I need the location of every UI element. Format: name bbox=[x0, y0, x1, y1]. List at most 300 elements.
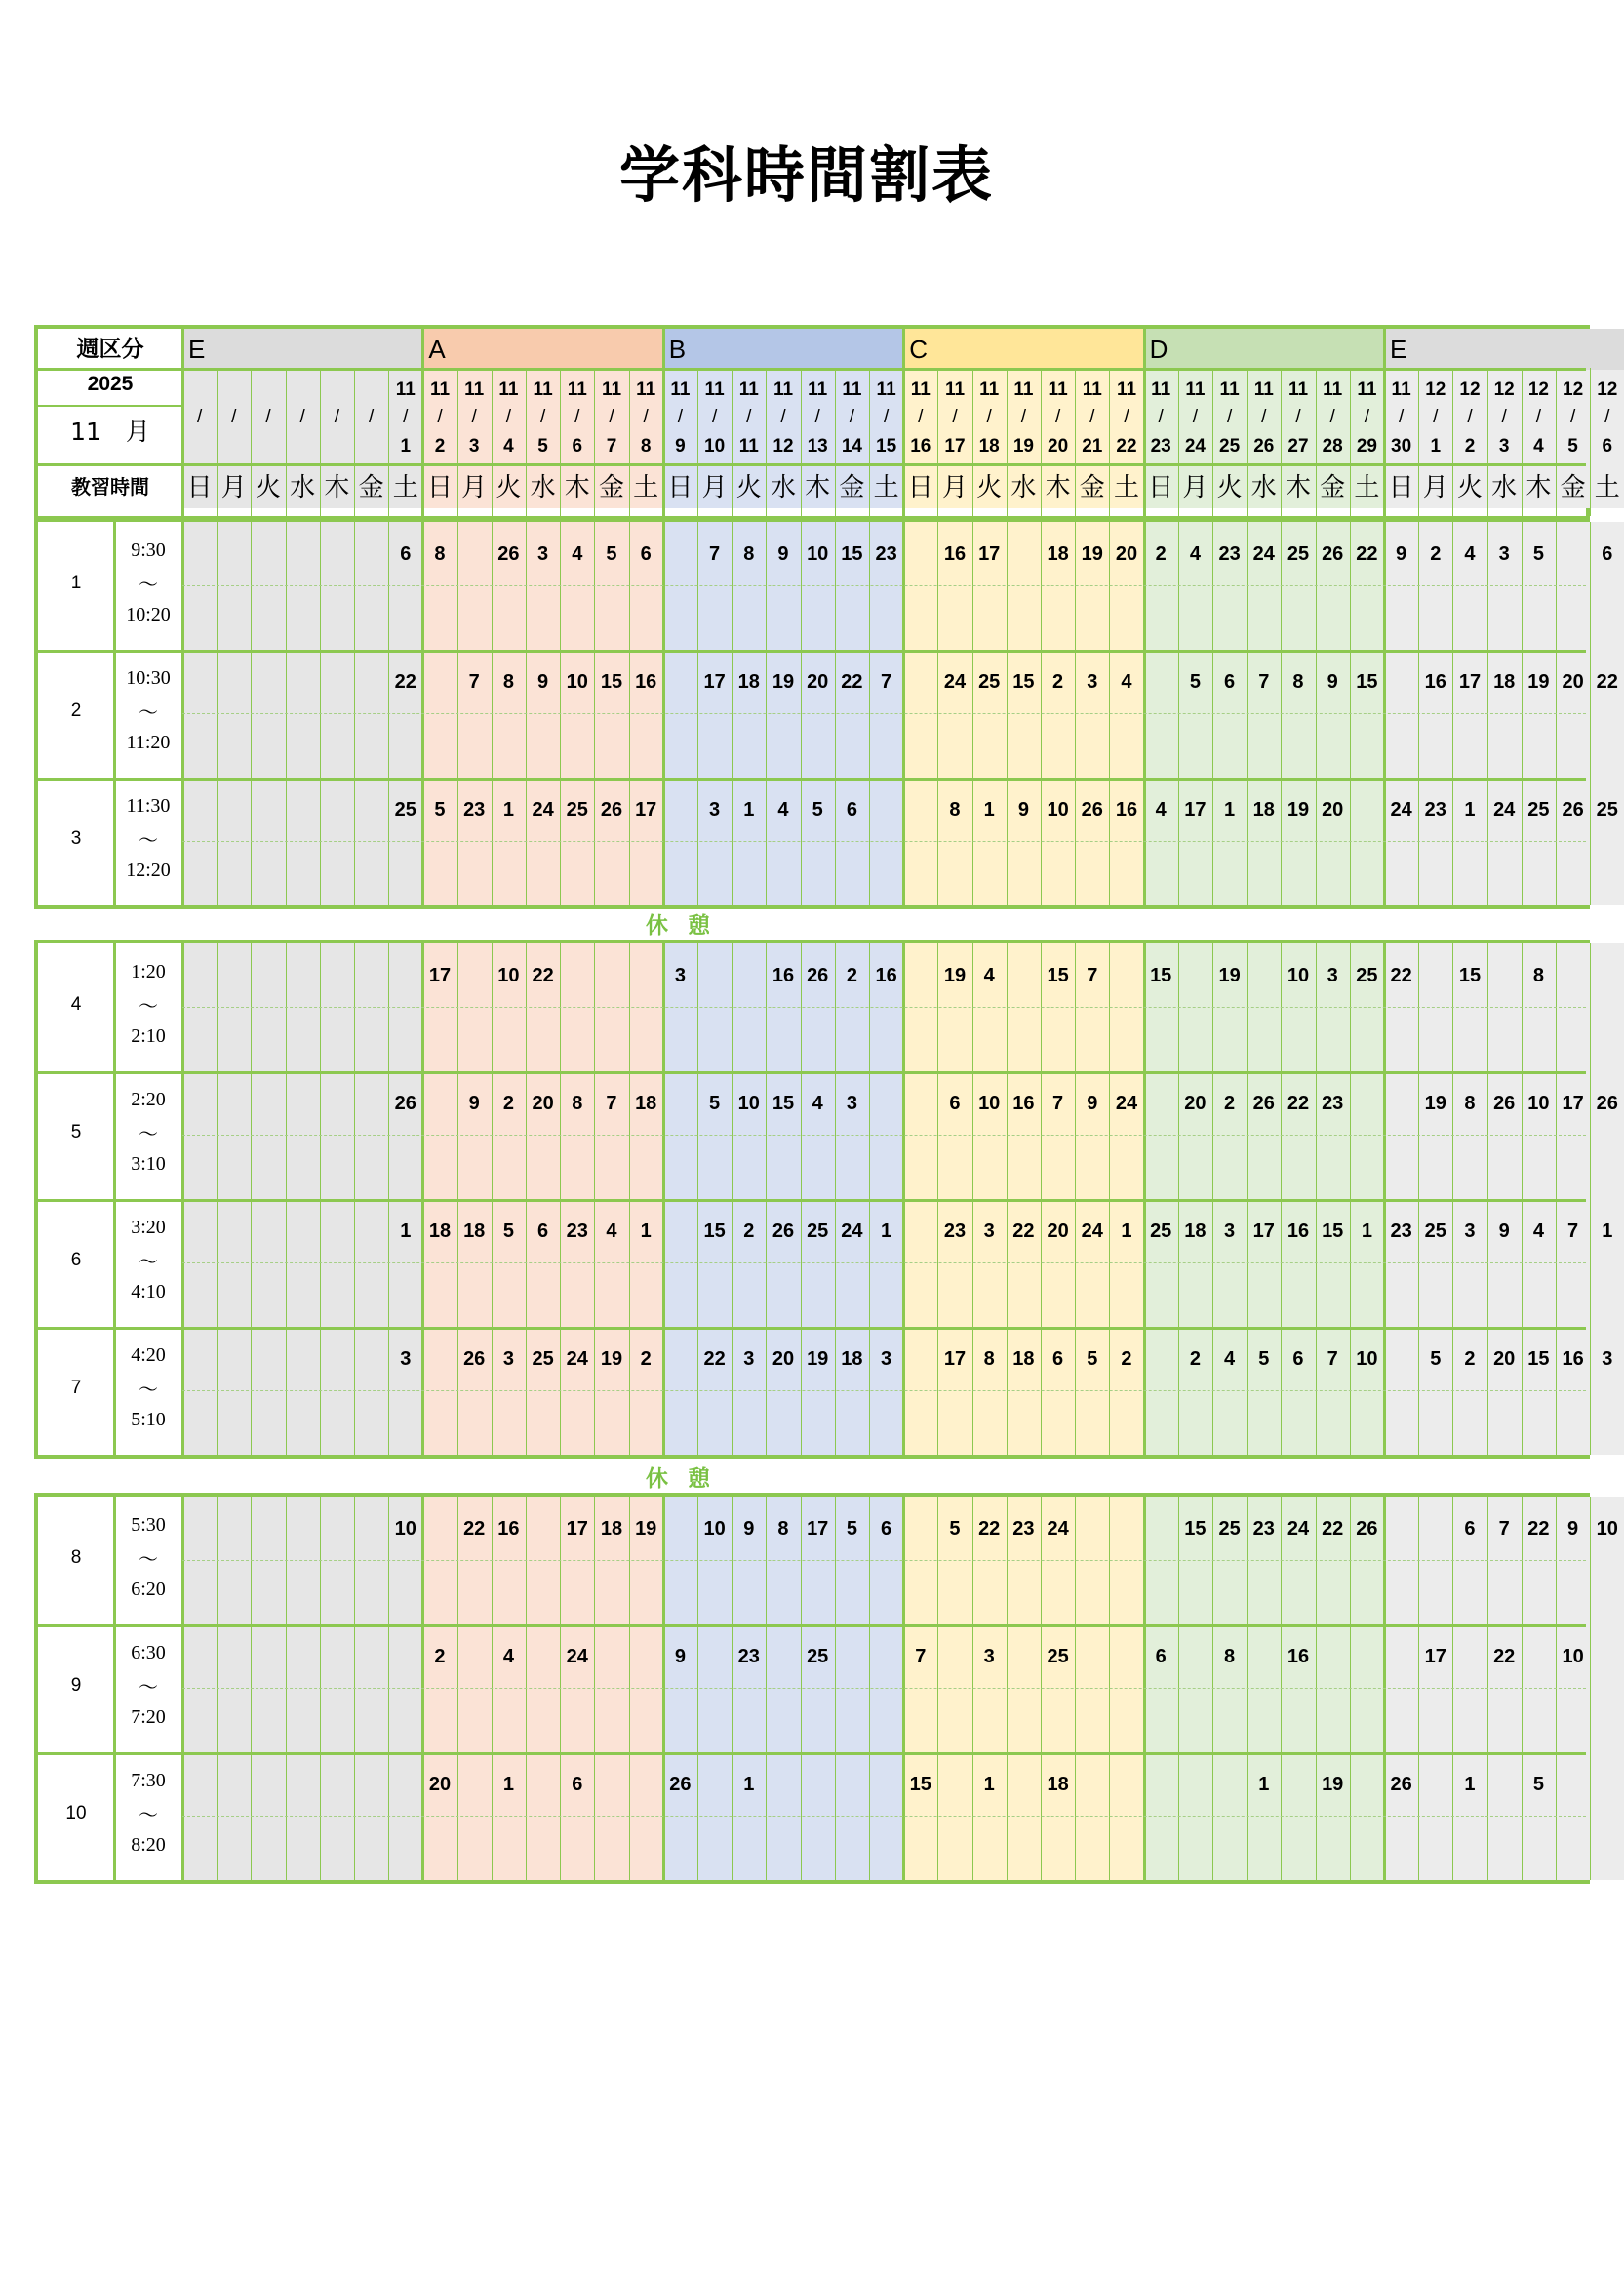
lesson-number: 6 bbox=[1155, 1646, 1167, 1667]
date-slash: / bbox=[1158, 407, 1164, 427]
lesson-number: 7 bbox=[915, 1646, 927, 1667]
weekday-label: 水 bbox=[1250, 473, 1277, 502]
lesson-number: 7 bbox=[1567, 1221, 1579, 1242]
lesson-number: 17 bbox=[1562, 1093, 1584, 1114]
period-end-time: 12:20 bbox=[126, 860, 171, 881]
date-month: 12 bbox=[1527, 380, 1549, 400]
date-slash: / bbox=[1501, 407, 1507, 427]
period-number: 4 bbox=[70, 994, 82, 1015]
half-divider bbox=[182, 585, 1586, 586]
lesson-number: 10 bbox=[394, 1518, 416, 1540]
date-month: 12 bbox=[1597, 380, 1618, 400]
day-divider bbox=[1418, 368, 1419, 516]
lesson-number: 3 bbox=[743, 1348, 755, 1370]
date-slash: / bbox=[1192, 407, 1199, 427]
lesson-number: 9 bbox=[537, 671, 549, 693]
lesson-number: 10 bbox=[1287, 965, 1310, 986]
lesson-number: 20 bbox=[772, 1348, 795, 1370]
date-day: 8 bbox=[640, 436, 652, 457]
date-month: 11 bbox=[395, 380, 416, 400]
lesson-number: 15 bbox=[1184, 1518, 1207, 1540]
lesson-number: 6 bbox=[1464, 1518, 1476, 1540]
weekday-label: 水 bbox=[290, 473, 316, 502]
lesson-number: 19 bbox=[1218, 965, 1241, 986]
lesson-number: 15 bbox=[1012, 671, 1035, 693]
lesson-number: 18 bbox=[841, 1348, 863, 1370]
lesson-number: 25 bbox=[807, 1221, 829, 1242]
lesson-number: 6 bbox=[949, 1093, 961, 1114]
lesson-number: 2 bbox=[1189, 1348, 1201, 1370]
weekday-label: 土 bbox=[1113, 473, 1139, 502]
lesson-number: 20 bbox=[1322, 799, 1344, 821]
lesson-number: 26 bbox=[600, 799, 623, 821]
lesson-number: 10 bbox=[1596, 1518, 1618, 1540]
lesson-number: 6 bbox=[1052, 1348, 1064, 1370]
date-day: 19 bbox=[1012, 436, 1034, 457]
lesson-number: 17 bbox=[1424, 1646, 1446, 1667]
lesson-number: 10 bbox=[1356, 1348, 1378, 1370]
date-day: 26 bbox=[1253, 436, 1275, 457]
day-divider bbox=[937, 368, 938, 516]
date-day: 29 bbox=[1356, 436, 1377, 457]
lesson-number: 7 bbox=[881, 671, 892, 693]
lesson-number: 26 bbox=[772, 1221, 795, 1242]
period-number: 9 bbox=[70, 1675, 82, 1696]
weekday-label: 金 bbox=[839, 473, 865, 502]
lesson-number: 2 bbox=[1155, 543, 1167, 565]
lesson-number: 4 bbox=[777, 799, 789, 821]
lesson-number: 24 bbox=[1047, 1518, 1069, 1540]
lesson-number: 24 bbox=[1390, 799, 1412, 821]
lesson-number: 8 bbox=[572, 1093, 583, 1114]
lesson-number: 6 bbox=[881, 1518, 892, 1540]
lesson-number: 2 bbox=[1121, 1348, 1132, 1370]
weekday-label: 土 bbox=[392, 473, 418, 502]
date-day: 23 bbox=[1150, 436, 1171, 457]
lesson-number: 25 bbox=[1287, 543, 1310, 565]
date-day: 2 bbox=[434, 436, 446, 457]
date-day: 20 bbox=[1048, 436, 1069, 457]
lesson-number: 3 bbox=[1602, 1348, 1613, 1370]
period-divider bbox=[38, 1327, 1586, 1330]
period-start-time: 6:30 bbox=[131, 1642, 166, 1663]
lesson-number: 1 bbox=[743, 799, 755, 821]
lesson-number: 10 bbox=[807, 543, 829, 565]
lesson-number: 8 bbox=[949, 799, 961, 821]
lesson-number: 23 bbox=[1322, 1093, 1344, 1114]
lesson-number: 23 bbox=[1424, 799, 1446, 821]
lesson-number: 20 bbox=[1115, 543, 1138, 565]
lesson-number: 15 bbox=[1322, 1221, 1344, 1242]
week-label: 週区分 bbox=[76, 337, 144, 362]
half-divider bbox=[182, 1007, 1586, 1008]
lesson-number: 3 bbox=[983, 1646, 995, 1667]
lesson-number: 1 bbox=[1258, 1774, 1270, 1795]
date-slash: / bbox=[437, 407, 443, 427]
weekday-label: 日 bbox=[1148, 473, 1174, 502]
lesson-number: 18 bbox=[1493, 671, 1516, 693]
lesson-number: 16 bbox=[1287, 1646, 1310, 1667]
lesson-number: 10 bbox=[1047, 799, 1069, 821]
period-start-time: 5:30 bbox=[131, 1514, 166, 1536]
date-month: 11 bbox=[601, 380, 622, 400]
lesson-number: 23 bbox=[1012, 1518, 1035, 1540]
day-divider bbox=[1007, 368, 1008, 516]
lesson-number: 23 bbox=[875, 543, 897, 565]
day-divider bbox=[217, 368, 218, 516]
lesson-number: 25 bbox=[1527, 799, 1550, 821]
lesson-number: 10 bbox=[703, 1518, 726, 1540]
day-divider bbox=[869, 368, 870, 516]
lesson-number: 23 bbox=[737, 1646, 760, 1667]
date-month: 11 bbox=[1013, 380, 1034, 400]
weekday-label: 月 bbox=[701, 473, 728, 502]
lesson-number: 1 bbox=[1464, 799, 1476, 821]
lesson-number: 9 bbox=[777, 543, 789, 565]
lesson-number: 23 bbox=[1390, 1221, 1412, 1242]
lesson-number: 5 bbox=[949, 1518, 961, 1540]
period-start-time: 11:30 bbox=[126, 795, 171, 817]
date-day: 4 bbox=[503, 436, 514, 457]
lesson-number: 19 bbox=[1322, 1774, 1344, 1795]
period-time-tilde: 〜 bbox=[139, 996, 158, 1018]
date-month: 11 bbox=[1219, 380, 1240, 400]
weekday-label: 土 bbox=[873, 473, 899, 502]
date-month: 11 bbox=[738, 380, 759, 400]
lesson-number: 25 bbox=[1218, 1518, 1241, 1540]
lesson-number: 19 bbox=[943, 965, 967, 986]
period-time-tilde: 〜 bbox=[139, 830, 158, 852]
lesson-number: 3 bbox=[709, 799, 721, 821]
half-divider bbox=[182, 713, 1586, 714]
lesson-number: 15 bbox=[1527, 1348, 1550, 1370]
half-divider bbox=[182, 1816, 1586, 1817]
day-divider bbox=[1590, 1497, 1591, 1880]
period-time-tilde: 〜 bbox=[139, 1380, 158, 1401]
period-time-tilde: 〜 bbox=[139, 1252, 158, 1273]
lesson-number: 23 bbox=[463, 799, 486, 821]
lesson-number: 1 bbox=[1602, 1221, 1613, 1242]
lesson-number: 22 bbox=[1527, 1518, 1550, 1540]
lesson-number: 15 bbox=[1356, 671, 1378, 693]
period-start-time: 4:20 bbox=[131, 1344, 166, 1366]
week-group-label: A bbox=[428, 335, 446, 364]
date-slash: / bbox=[1433, 407, 1439, 427]
date-month: 11 bbox=[1116, 380, 1137, 400]
weekday-label: 木 bbox=[564, 473, 590, 502]
lesson-number: 4 bbox=[812, 1093, 823, 1114]
lesson-number: 18 bbox=[635, 1093, 657, 1114]
lesson-number: 7 bbox=[1258, 671, 1270, 693]
lesson-number: 24 bbox=[566, 1646, 588, 1667]
date-slash: / bbox=[1054, 407, 1061, 427]
date-month: 11 bbox=[704, 380, 725, 400]
lesson-number: 6 bbox=[400, 543, 412, 565]
lesson-number: 3 bbox=[400, 1348, 412, 1370]
lesson-number: 8 bbox=[1532, 965, 1544, 986]
lesson-number: 4 bbox=[1532, 1221, 1544, 1242]
lesson-number: 6 bbox=[640, 543, 652, 565]
break-label: 休憩 bbox=[646, 913, 730, 939]
date-day: 30 bbox=[1391, 436, 1412, 457]
date-day: 3 bbox=[1498, 436, 1510, 457]
period-divider bbox=[38, 1624, 1586, 1627]
day-divider bbox=[1281, 368, 1282, 516]
lesson-number: 2 bbox=[1052, 671, 1064, 693]
lesson-number: 16 bbox=[1012, 1093, 1035, 1114]
date-month: 11 bbox=[567, 380, 587, 400]
day-divider bbox=[354, 368, 355, 516]
lesson-number: 4 bbox=[1224, 1348, 1236, 1370]
lesson-number: 26 bbox=[394, 1093, 416, 1114]
lesson-number: 8 bbox=[1224, 1646, 1236, 1667]
period-block bbox=[34, 1493, 1618, 1884]
date-month: 11 bbox=[1253, 380, 1274, 400]
lesson-number: 1 bbox=[640, 1221, 652, 1242]
date-month: 12 bbox=[1563, 380, 1584, 400]
date-slash: / bbox=[505, 407, 512, 427]
weekday-label: 火 bbox=[1456, 473, 1483, 502]
lesson-number: 4 bbox=[1121, 671, 1132, 693]
weekday-label: 金 bbox=[1320, 473, 1346, 502]
lesson-number: 22 bbox=[1356, 543, 1378, 565]
weekday-label: 火 bbox=[495, 473, 522, 502]
date-slash: / bbox=[780, 407, 786, 427]
week-divider bbox=[1143, 329, 1146, 516]
lesson-number: 8 bbox=[743, 543, 755, 565]
lesson-number: 15 bbox=[841, 543, 863, 565]
day-divider bbox=[1590, 522, 1591, 905]
date-slash: / bbox=[196, 407, 203, 427]
lesson-number: 10 bbox=[566, 671, 588, 693]
weekday-label: 水 bbox=[1010, 473, 1037, 502]
lesson-number: 20 bbox=[1184, 1093, 1207, 1114]
lesson-number: 5 bbox=[846, 1518, 857, 1540]
lesson-number: 22 bbox=[978, 1518, 1001, 1540]
lesson-number: 17 bbox=[566, 1518, 588, 1540]
date-day: 27 bbox=[1287, 436, 1309, 457]
lesson-number: 15 bbox=[909, 1774, 931, 1795]
weekday-label: 土 bbox=[633, 473, 659, 502]
date-day: 16 bbox=[910, 436, 931, 457]
period-number: 5 bbox=[70, 1122, 82, 1142]
lesson-number: 22 bbox=[1493, 1646, 1516, 1667]
lesson-number: 7 bbox=[1052, 1093, 1064, 1114]
date-day: 21 bbox=[1082, 436, 1103, 457]
date-slash: / bbox=[1398, 407, 1405, 427]
lesson-number: 26 bbox=[463, 1348, 486, 1370]
lesson-number: 22 bbox=[1390, 965, 1412, 986]
half-divider bbox=[182, 1688, 1586, 1689]
period-end-time: 3:10 bbox=[131, 1153, 166, 1175]
lesson-number: 26 bbox=[1252, 1093, 1275, 1114]
weekday-label: 月 bbox=[941, 473, 968, 502]
lesson-number: 18 bbox=[600, 1518, 623, 1540]
period-end-time: 11:20 bbox=[126, 732, 171, 753]
period-end-time: 7:20 bbox=[131, 1706, 166, 1728]
date-slash: / bbox=[746, 407, 752, 427]
lesson-number: 17 bbox=[1252, 1221, 1275, 1242]
lesson-number: 24 bbox=[1081, 1221, 1103, 1242]
lesson-number: 26 bbox=[1493, 1093, 1516, 1114]
lesson-number: 15 bbox=[1047, 965, 1069, 986]
lesson-number: 1 bbox=[400, 1221, 412, 1242]
lesson-number: 17 bbox=[943, 1348, 967, 1370]
period-start-time: 3:20 bbox=[131, 1217, 166, 1238]
date-slash: / bbox=[1467, 407, 1473, 427]
day-divider bbox=[1590, 368, 1591, 516]
lesson-number: 5 bbox=[1532, 1774, 1544, 1795]
weekday-label: 日 bbox=[667, 473, 693, 502]
lesson-number: 19 bbox=[1424, 1093, 1446, 1114]
period-divider bbox=[38, 1071, 1586, 1074]
weekday-label: 日 bbox=[426, 473, 453, 502]
lesson-number: 8 bbox=[1292, 671, 1304, 693]
day-divider bbox=[1487, 368, 1488, 516]
lesson-number: 3 bbox=[1498, 543, 1510, 565]
period-end-time: 5:10 bbox=[131, 1409, 166, 1430]
lesson-number: 9 bbox=[743, 1518, 755, 1540]
lesson-number: 10 bbox=[1562, 1646, 1584, 1667]
day-divider bbox=[286, 368, 287, 516]
lesson-number: 23 bbox=[566, 1221, 588, 1242]
date-slash: / bbox=[574, 407, 580, 427]
lesson-number: 3 bbox=[1087, 671, 1098, 693]
day-divider bbox=[594, 368, 595, 516]
day-divider bbox=[1350, 368, 1351, 516]
date-month: 11 bbox=[842, 380, 862, 400]
lesson-number: 3 bbox=[1224, 1221, 1236, 1242]
lesson-number: 19 bbox=[600, 1348, 623, 1370]
date-day: 3 bbox=[468, 436, 480, 457]
date-slash: / bbox=[883, 407, 890, 427]
lesson-number: 7 bbox=[1498, 1518, 1510, 1540]
day-divider bbox=[1075, 368, 1076, 516]
lesson-number: 22 bbox=[394, 671, 416, 693]
date-slash: / bbox=[1226, 407, 1233, 427]
lesson-number: 3 bbox=[1464, 1221, 1476, 1242]
date-day: 5 bbox=[537, 436, 548, 457]
lesson-number: 6 bbox=[1224, 671, 1236, 693]
lesson-number: 25 bbox=[1596, 799, 1618, 821]
lesson-number: 9 bbox=[674, 1646, 686, 1667]
lesson-number: 18 bbox=[1047, 543, 1069, 565]
lesson-number: 1 bbox=[983, 1774, 995, 1795]
date-slash: / bbox=[265, 407, 271, 427]
lesson-number: 5 bbox=[502, 1221, 514, 1242]
date-month: 11 bbox=[1048, 380, 1068, 400]
lesson-number: 23 bbox=[943, 1221, 967, 1242]
date-month: 11 bbox=[1185, 380, 1206, 400]
half-divider bbox=[182, 1390, 1586, 1391]
lesson-number: 10 bbox=[737, 1093, 760, 1114]
lesson-number: 15 bbox=[1458, 965, 1482, 986]
lesson-number: 6 bbox=[537, 1221, 549, 1242]
lesson-number: 3 bbox=[674, 965, 686, 986]
period-end-time: 2:10 bbox=[131, 1025, 166, 1047]
date-day: 11 bbox=[738, 436, 759, 457]
weekday-label: 金 bbox=[358, 473, 384, 502]
weekday-label: 火 bbox=[735, 473, 762, 502]
week-divider bbox=[662, 329, 665, 516]
date-day: 4 bbox=[1533, 436, 1544, 457]
lesson-number: 3 bbox=[537, 543, 549, 565]
lesson-number: 16 bbox=[875, 965, 897, 986]
lesson-number: 15 bbox=[772, 1093, 795, 1114]
day-divider bbox=[1178, 368, 1179, 516]
lesson-number: 17 bbox=[1458, 671, 1482, 693]
lesson-number: 3 bbox=[1327, 965, 1338, 986]
weekday-label: 火 bbox=[255, 473, 281, 502]
lesson-number: 5 bbox=[812, 799, 823, 821]
date-slash: / bbox=[814, 407, 820, 427]
date-slash: / bbox=[952, 407, 958, 427]
lesson-number: 9 bbox=[1567, 1518, 1579, 1540]
date-slash: / bbox=[334, 407, 340, 427]
weekday-label: 水 bbox=[1491, 473, 1518, 502]
year-divider bbox=[38, 405, 182, 407]
lesson-number: 3 bbox=[846, 1093, 857, 1114]
date-day: 9 bbox=[675, 436, 686, 457]
date-day: 2 bbox=[1464, 436, 1476, 457]
lesson-number: 9 bbox=[468, 1093, 480, 1114]
lesson-number: 1 bbox=[1121, 1221, 1132, 1242]
period-start-time: 9:30 bbox=[131, 540, 166, 561]
half-divider bbox=[182, 1262, 1586, 1263]
date-slash: / bbox=[1535, 407, 1542, 427]
lesson-number: 17 bbox=[428, 965, 452, 986]
lesson-number: 26 bbox=[1322, 543, 1344, 565]
lesson-number: 5 bbox=[1532, 543, 1544, 565]
date-slash: / bbox=[403, 407, 409, 427]
period-number: 1 bbox=[70, 573, 82, 593]
lesson-number: 16 bbox=[1562, 1348, 1584, 1370]
lesson-number: 8 bbox=[502, 671, 514, 693]
date-slash: / bbox=[1364, 407, 1370, 427]
weekday-label: 月 bbox=[461, 473, 488, 502]
lesson-number: 17 bbox=[1184, 799, 1207, 821]
time-label: 教習時間 bbox=[71, 475, 149, 499]
day-divider bbox=[1590, 943, 1591, 1455]
lesson-number: 5 bbox=[709, 1093, 721, 1114]
break-label: 休憩 bbox=[646, 1466, 730, 1492]
lesson-number: 22 bbox=[1322, 1518, 1344, 1540]
period-block bbox=[34, 518, 1618, 909]
date-month: 11 bbox=[772, 380, 794, 400]
day-divider bbox=[732, 368, 733, 516]
period-number: 3 bbox=[70, 828, 82, 849]
lesson-number: 25 bbox=[532, 1348, 554, 1370]
weekday-label: 火 bbox=[976, 473, 1003, 502]
lesson-number: 22 bbox=[1596, 671, 1618, 693]
lesson-number: 15 bbox=[1150, 965, 1172, 986]
lesson-number: 2 bbox=[1430, 543, 1442, 565]
date-day: 15 bbox=[876, 436, 897, 457]
day-divider bbox=[1316, 368, 1317, 516]
period-end-time: 6:20 bbox=[131, 1579, 166, 1600]
period-number: 2 bbox=[70, 701, 82, 721]
half-divider bbox=[182, 841, 1586, 842]
lesson-number: 16 bbox=[772, 965, 795, 986]
weekday-label: 木 bbox=[805, 473, 831, 502]
day-divider bbox=[1041, 368, 1042, 516]
lesson-number: 26 bbox=[1596, 1093, 1618, 1114]
lesson-number: 7 bbox=[1327, 1348, 1338, 1370]
lesson-number: 25 bbox=[394, 799, 416, 821]
date-slash: / bbox=[609, 407, 614, 427]
date-day: 12 bbox=[772, 436, 794, 457]
day-divider bbox=[560, 368, 561, 516]
